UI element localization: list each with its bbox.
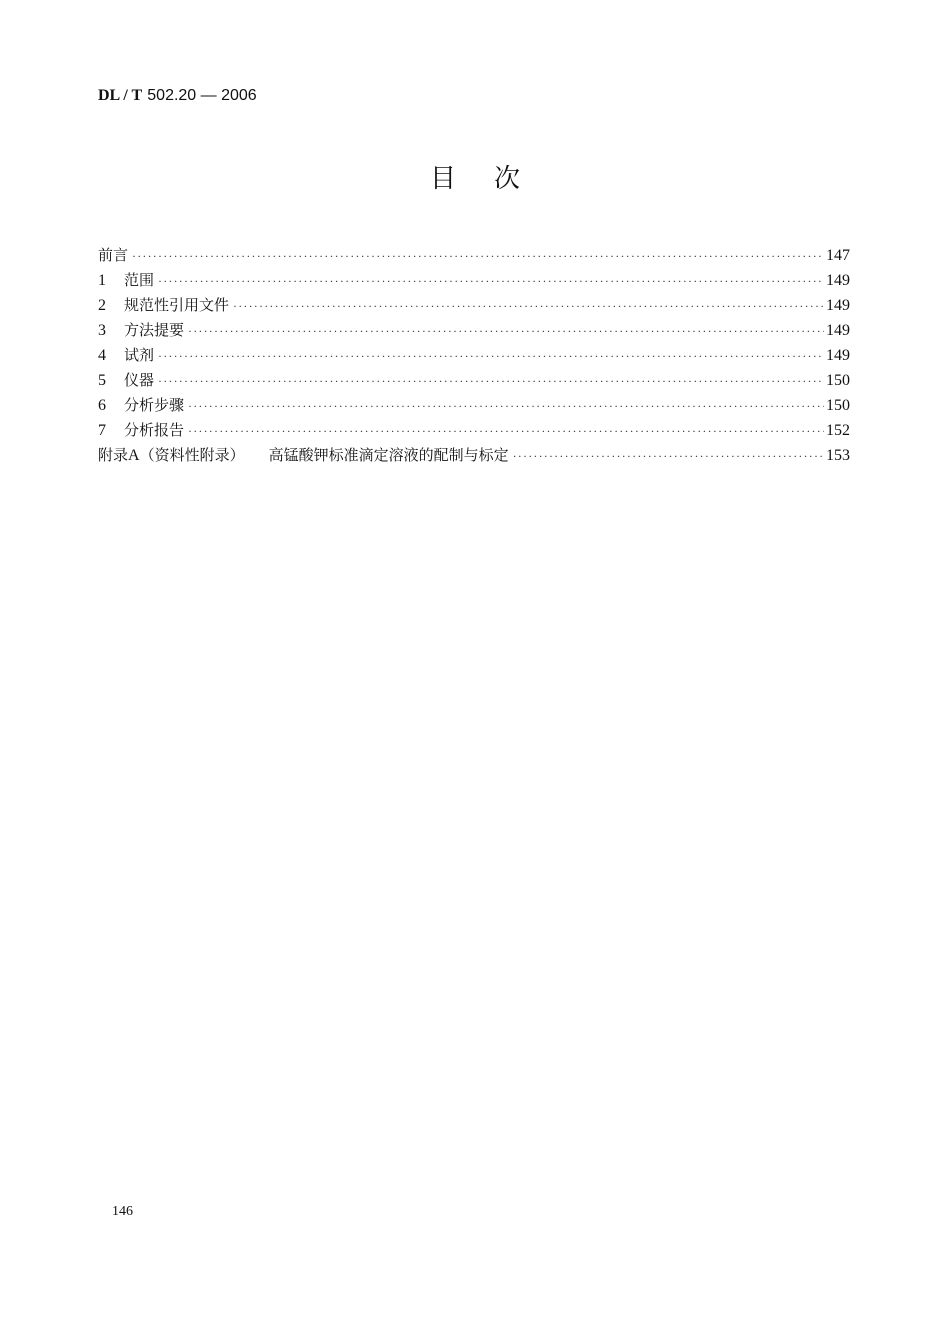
page-number: 146: [112, 1204, 133, 1219]
appendix-letter: A: [128, 447, 140, 464]
dot-leader: [188, 419, 824, 444]
toc-entry-label: 分析步骤: [124, 396, 185, 414]
appendix-type: （资料性附录）: [139, 446, 245, 464]
dot-leader: [158, 369, 824, 394]
toc-entry-page: 149: [826, 322, 850, 339]
toc-entry-label: [98, 443, 509, 468]
toc-entry-page: 149: [826, 297, 850, 314]
toc-entry-label: 试剂: [124, 346, 155, 364]
toc-entry-number: 6: [98, 397, 106, 414]
toc-entry-number: 3: [98, 322, 106, 339]
toc-entry-page: 149: [826, 272, 850, 289]
toc-entry-number: 2: [98, 297, 106, 314]
document-code: [98, 84, 257, 107]
appendix-title: 高锰酸钾标准滴定溶液的配制与标定: [268, 446, 509, 464]
toc-entry-procedure[interactable]: [98, 393, 850, 418]
toc-entry-page: 153: [826, 447, 850, 464]
appendix-prefix: 附录: [98, 446, 129, 464]
toc-entry-label: 范围: [124, 271, 155, 289]
toc-entry-appendix-a[interactable]: [98, 443, 850, 468]
toc-entry-page: 149: [826, 347, 850, 364]
toc-entry-label: 前言: [98, 246, 129, 264]
dot-leader: [188, 394, 824, 419]
toc-entry-foreword[interactable]: [98, 243, 850, 268]
dot-leader: [513, 444, 824, 469]
dot-leader: [132, 244, 824, 269]
toc-entry-label: 方法提要: [124, 321, 185, 339]
dot-leader: [188, 319, 824, 344]
toc-entry-report[interactable]: [98, 418, 850, 443]
toc-entry-normative-references[interactable]: [98, 293, 850, 318]
toc-entry-apparatus[interactable]: [98, 368, 850, 393]
toc-entry-label: 分析报告: [124, 421, 185, 439]
table-of-contents: [98, 243, 850, 468]
document-code-number: 502.20 — 2006: [147, 87, 257, 104]
toc-entry-method-summary[interactable]: [98, 318, 850, 343]
dot-leader: [233, 294, 824, 319]
dot-leader: [158, 269, 824, 294]
document-code-prefix: DL / T: [98, 87, 143, 104]
toc-entry-number: 7: [98, 422, 106, 439]
toc-entry-reagents[interactable]: [98, 343, 850, 368]
toc-entry-page: 147: [826, 247, 850, 264]
toc-entry-label: 规范性引用文件: [124, 296, 230, 314]
toc-entry-label: 仪器: [124, 371, 155, 389]
toc-entry-scope[interactable]: [98, 268, 850, 293]
toc-entry-number: 4: [98, 347, 106, 364]
toc-entry-number: 5: [98, 372, 106, 389]
toc-entry-page: 150: [826, 372, 850, 389]
page-title: 目次: [429, 164, 558, 194]
toc-entry-page: 152: [826, 422, 850, 439]
toc-entry-page: 150: [826, 397, 850, 414]
toc-entry-number: 1: [98, 272, 106, 289]
dot-leader: [158, 344, 824, 369]
